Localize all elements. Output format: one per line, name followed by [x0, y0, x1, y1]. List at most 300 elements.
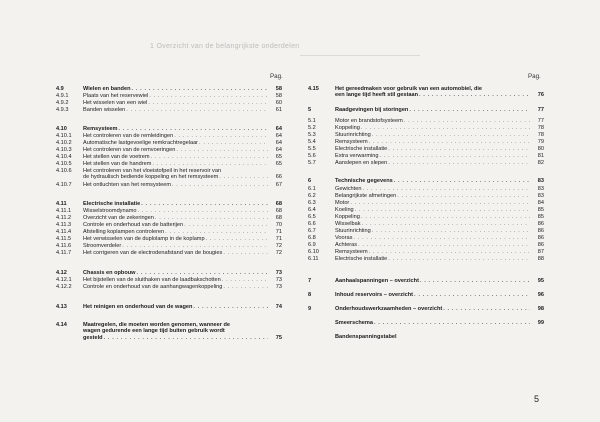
toc-entry-title-block: [83, 208, 268, 214]
toc-entry-number: 6.5: [308, 214, 316, 220]
toc-entry: [56, 284, 282, 290]
toc-entry-number: 5.7: [308, 160, 316, 166]
toc-entry-page: 64: [275, 147, 282, 153]
toc-entry: [308, 118, 544, 124]
toc-entry-page: 88: [537, 256, 544, 262]
toc-entry-number: 6.7: [308, 228, 316, 234]
toc-entry-title: Het controleren van de remvoeringen: [83, 147, 176, 153]
toc-entry-page: 79: [537, 139, 544, 145]
dot-leader: [361, 186, 530, 192]
toc-entry-page: 65: [275, 161, 282, 167]
toc-entry-title-block: [335, 221, 530, 227]
toc-entry-page: 83: [537, 186, 544, 192]
dot-leader: [222, 284, 268, 290]
pag-label-right: Pag.: [528, 73, 541, 80]
toc-entry-title-block: [335, 214, 530, 220]
dot-leader: [151, 161, 268, 167]
toc-entry-number: 5.3: [308, 132, 316, 138]
toc-entry-number: 5.4: [308, 139, 316, 145]
toc-entry-title: Smeerschema: [335, 320, 373, 326]
dot-leader: [413, 292, 530, 298]
toc-entry-page: 72: [275, 250, 282, 256]
toc-entry: [308, 178, 544, 184]
toc-entry-number: 6.10: [308, 249, 319, 255]
toc-entry-title-block: [335, 306, 530, 312]
dot-leader: [368, 139, 530, 145]
toc-entry-title-block: [83, 161, 268, 167]
toc-entry-number: 6.9: [308, 242, 316, 248]
toc-entry-page: 65: [275, 154, 282, 160]
toc-entry-number: 9: [308, 306, 312, 312]
toc-entry-title: Koeling: [335, 207, 354, 213]
toc-entry-title-block: [335, 207, 530, 213]
toc-entry-title-block: [83, 229, 268, 235]
toc-entry: [56, 147, 282, 153]
toc-entry-page: 85: [537, 207, 544, 213]
toc-entry: [56, 93, 282, 99]
toc-entry: [308, 125, 544, 131]
dot-leader: [164, 229, 268, 235]
toc-entry-page: 78: [537, 132, 544, 138]
dot-leader: [136, 208, 268, 214]
dot-leader: [183, 222, 268, 228]
toc-entry: [308, 221, 544, 227]
dot-leader: [368, 249, 530, 255]
toc-entry: [308, 334, 544, 340]
toc-entry: [308, 242, 544, 248]
toc-entry-title-block: [83, 277, 268, 283]
dot-leader: [418, 92, 530, 98]
toc-entry: [56, 215, 282, 221]
toc-entry-title: Technische gegevens: [335, 178, 393, 184]
toc-entry-page: 73: [275, 270, 282, 276]
faded-header-bleed-through: 1 Overzicht van de belangrijkste onderdelen: [150, 43, 300, 50]
dot-leader: [408, 107, 530, 113]
toc-entry-title-block: [83, 215, 268, 221]
toc-entry-page: 77: [537, 118, 544, 124]
dot-leader: [379, 153, 530, 159]
toc-entry-page: 71: [275, 236, 282, 242]
toc-entry-page: 61: [275, 107, 282, 113]
toc-entry-title: Het verwisselen van de duplolamp in de koplamp: [83, 236, 205, 242]
dot-leader: [147, 100, 268, 106]
dot-leader: [387, 160, 530, 166]
toc-entry-title: Het gereedmaken voor gebruik van een automobiel, die: [335, 86, 483, 92]
toc-entry-title-block: [83, 243, 268, 249]
toc-entry-page: 73: [275, 284, 282, 290]
toc-entry-title: Automatische lastgevoelige remkrachtregelaar: [83, 140, 199, 146]
toc-entry-title-block: [335, 186, 530, 192]
toc-entry-number: 6.6: [308, 221, 316, 227]
toc-entry-title-block: [83, 154, 268, 160]
toc-entry-title-block: [83, 250, 268, 256]
toc-entry-number: 6.8: [308, 235, 316, 241]
toc-entry: [308, 193, 544, 199]
toc-entry-title-block: [83, 93, 268, 99]
toc-entry: [308, 186, 544, 192]
toc-entry-number: 4.11.5: [56, 236, 72, 242]
toc-entry: [56, 182, 282, 188]
toc-entry: [308, 320, 544, 326]
toc-entry-title: Stroomverdeler: [83, 243, 122, 249]
dot-leader: [154, 215, 268, 221]
toc-entry-title: Motor en brandstofsysteem: [335, 118, 403, 124]
toc-entry: [56, 229, 282, 235]
toc-entry-page: 80: [537, 146, 544, 152]
toc-entry: [56, 133, 282, 139]
pag-label-left: Pag.: [270, 73, 283, 80]
toc-entry-page: 83: [537, 193, 544, 199]
toc-entry: [56, 243, 282, 249]
toc-entry-title: Controle en onderhoud van de batterijen: [83, 222, 184, 228]
toc-entry-page: 86: [537, 221, 544, 227]
toc-entry-title: Het ontluchten van het remsysteem: [83, 182, 171, 188]
toc-entry-title-block: [83, 147, 268, 153]
toc-entry: [308, 306, 544, 312]
dot-leader: [118, 126, 268, 132]
toc-entry-page: 68: [275, 201, 282, 207]
toc-entry-number: 4.10.1: [56, 133, 72, 139]
dot-leader: [175, 147, 268, 153]
toc-entry-page: 99: [537, 320, 544, 326]
dot-leader: [198, 140, 268, 146]
toc-entry-title: Extra verwarming: [335, 153, 379, 159]
toc-entry-title-block: [83, 236, 268, 242]
toc-entry-title: Aanhaalspanningen – overzicht: [335, 278, 419, 284]
toc-entry-title-block: [83, 133, 268, 139]
toc-entry-title: Plaats van het reservewiel: [83, 93, 149, 99]
toc-entry: [308, 278, 544, 284]
toc-entry-title: Vooras: [335, 235, 353, 241]
dot-leader: [371, 132, 530, 138]
dot-leader: [354, 207, 530, 213]
toc-entry-title: Electrische installatie: [335, 146, 388, 152]
toc-entry-title-block: [83, 86, 268, 92]
toc-entry-title-block: [335, 200, 530, 206]
toc-entry-page: 58: [275, 93, 282, 99]
toc-entry-title: Banden wisselen: [83, 107, 126, 113]
toc-entry-title: Raadgevingen bij storingen: [335, 107, 409, 113]
toc-entry-title-block: [83, 222, 268, 228]
dot-leader: [121, 243, 268, 249]
toc-entry-number: 4.9: [56, 86, 64, 92]
toc-entry-page: 84: [537, 200, 544, 206]
toc-entry-title-block: [335, 256, 530, 262]
toc-entry-title-block: [83, 168, 268, 181]
toc-entry-number: 4.11.7: [56, 250, 72, 256]
toc-entry-number: 6.2: [308, 193, 316, 199]
toc-entry-number: 4.10.5: [56, 161, 72, 167]
toc-entry: [308, 86, 544, 99]
toc-entry-number: 4.12: [56, 270, 67, 276]
toc-entry: [308, 249, 544, 255]
toc-entry-title: Het wisselen van een wiel: [83, 100, 148, 106]
toc-entry: [56, 222, 282, 228]
toc-entry-number: 6.11: [308, 256, 319, 262]
toc-entry-page: 71: [275, 229, 282, 235]
dot-leader: [361, 221, 531, 227]
toc-entry-number: 4.10: [56, 126, 67, 132]
dot-leader: [140, 201, 268, 207]
toc-entry-page: 70: [275, 222, 282, 228]
toc-entry-page: 74: [275, 304, 282, 310]
toc-entry: [308, 160, 544, 166]
toc-entry-title-block: [335, 139, 530, 145]
dot-leader: [222, 250, 268, 256]
toc-entry-number: 4.15: [308, 86, 319, 92]
toc-entry-page: 96: [537, 292, 544, 298]
toc-entry-title: Remsysteem: [335, 139, 368, 145]
toc-entry-page: 64: [275, 126, 282, 132]
toc-entry: [308, 292, 544, 298]
toc-entry: [56, 126, 282, 132]
toc-entry: [308, 235, 544, 241]
toc-entry-title-block: [335, 160, 530, 166]
toc-entry-number: 4.11: [56, 201, 67, 207]
dot-leader: [205, 236, 268, 242]
toc-entry: [56, 250, 282, 256]
dot-leader: [136, 270, 268, 276]
toc-entry-title: Het stellen van de handrem: [83, 161, 152, 167]
toc-entry-number: 4.10.2: [56, 140, 72, 146]
toc-entry-title: Wisselbak: [335, 221, 361, 227]
dot-leader: [171, 182, 268, 188]
dot-leader: [218, 174, 268, 180]
toc-entry: [56, 208, 282, 214]
toc-entry-title-block: [83, 322, 268, 341]
toc-entry: [308, 207, 544, 213]
toc-entry-number: 4.9.1: [56, 93, 69, 99]
toc-entry-title: Wielen en banden: [83, 86, 131, 92]
toc-entry: [56, 322, 282, 341]
toc-entry-title-block: [83, 304, 268, 310]
toc-entry: [56, 277, 282, 283]
toc-entry-page: 64: [275, 140, 282, 146]
dot-leader: [357, 242, 530, 248]
toc-entry-page: 64: [275, 133, 282, 139]
toc-entry-title: Stuurinrichting: [335, 228, 371, 234]
toc-entry-page: 67: [275, 182, 282, 188]
toc-entry-number: 4.11.3: [56, 222, 72, 228]
toc-entry-number: 4.9.3: [56, 107, 69, 113]
toc-entry-title: Het bijstellen van de sluithaken van de laadbakschotten: [83, 277, 221, 283]
toc-entry-page: 87: [537, 249, 544, 255]
toc-entry-page: 68: [275, 215, 282, 221]
toc-entry-number: 4.12.2: [56, 284, 72, 290]
toc-entry-number: 5.5: [308, 146, 316, 152]
toc-entry: [56, 154, 282, 160]
toc-entry-title-block: [335, 320, 530, 326]
dot-leader: [352, 235, 530, 241]
toc-entry-page: 85: [537, 214, 544, 220]
toc-entry-title: Onderhoudswerkzaamheden – overzicht: [335, 306, 443, 312]
faded-rule: [300, 55, 420, 56]
toc-entry-title: gesteld: [83, 334, 103, 341]
toc-entry-title-block: [83, 126, 268, 132]
toc-entry: [56, 140, 282, 146]
toc-entry-title: Electrische installatie: [335, 256, 388, 262]
toc-entry-page: 86: [537, 228, 544, 234]
toc-entry-number: 4.13: [56, 304, 67, 310]
dot-leader: [125, 107, 268, 113]
toc-entry-number: 4.11.4: [56, 229, 72, 235]
toc-entry-page: 68: [275, 208, 282, 214]
dot-leader: [419, 278, 530, 284]
toc-entry: [56, 86, 282, 92]
dot-leader: [349, 200, 530, 206]
toc-entry: [56, 201, 282, 207]
toc-entry-page: 95: [537, 278, 544, 284]
dot-leader: [103, 335, 268, 341]
toc-entry-title-block: [335, 125, 530, 131]
toc-entry-page: 98: [537, 306, 544, 312]
toc-entry-title: Het reinigen en onderhoud van de wagen: [83, 304, 193, 310]
dot-leader: [150, 154, 268, 160]
toc-entry-page: 60: [275, 100, 282, 106]
dot-leader: [387, 256, 530, 262]
toc-entry-title-block: [335, 146, 530, 152]
toc-entry-title: Remsysteem: [83, 126, 118, 132]
toc-entry: [56, 107, 282, 113]
toc-entry-number: 5: [308, 107, 312, 113]
toc-entry-title: Achteras: [335, 242, 358, 248]
toc-entry: [56, 168, 282, 181]
toc-entry-title-block: [83, 140, 268, 146]
dot-leader: [371, 228, 530, 234]
toc-entry-number: 4.10.6: [56, 168, 72, 174]
toc-entry-number: 4.9.2: [56, 100, 69, 106]
toc-entry-title: Het controleren van het vloeistofpeil in het reservoir van: [83, 168, 222, 174]
toc-entry: [308, 214, 544, 220]
toc-entry-title-block: [335, 132, 530, 138]
toc-entry-title: Inhoud reservoirs – overzicht: [335, 292, 414, 298]
toc-entry: [308, 228, 544, 234]
toc-entry-title-block: [335, 107, 530, 113]
toc-entry-number: 8: [308, 292, 312, 298]
dot-leader: [360, 125, 530, 131]
toc-entry-title-block: [335, 118, 530, 124]
toc-entry-title: Afstelling koplampen controleren: [83, 229, 165, 235]
toc-entry-page: 78: [537, 125, 544, 131]
toc-entry-page: 66: [275, 174, 282, 181]
toc-entry-title-block: [335, 178, 530, 184]
toc-entry-title: Maatregelen, die moeten worden genomen, wanneer de: [83, 322, 231, 328]
toc-entry-page: 83: [537, 178, 544, 184]
toc-entry-title-block: [83, 107, 268, 113]
toc-entry-title-block: [83, 201, 268, 207]
dot-leader: [148, 93, 268, 99]
toc-entry-title: wagen gedurende een lange tijd buiten gebruik wordt: [83, 328, 225, 335]
toc-entry-page: 81: [537, 153, 544, 159]
dot-leader: [173, 133, 268, 139]
toc-entry-title: een lange tijd heeft stil gestaan: [335, 92, 418, 99]
toc-entry-number: 4.10.3: [56, 147, 72, 153]
toc-entry-title-block: [335, 153, 530, 159]
toc-entry: [308, 107, 544, 113]
toc-entry-title: Wisselstroomdynamo: [83, 208, 137, 214]
toc-entry-title: Remsysteem: [335, 249, 368, 255]
toc-entry-title-block: [335, 334, 530, 340]
toc-entry-title: Koppeling: [335, 214, 360, 220]
dot-leader: [393, 178, 530, 184]
toc-entry-page: 72: [275, 243, 282, 249]
toc-entry-number: 6.4: [308, 207, 316, 213]
toc-entry-number: 4.12.1: [56, 277, 72, 283]
dot-leader: [387, 146, 530, 152]
toc-entry-page: 86: [537, 235, 544, 241]
toc-entry-page: 77: [537, 107, 544, 113]
toc-entry-number: 6.1: [308, 186, 316, 192]
toc-entry: [56, 304, 282, 310]
toc-entry-number: 4.14: [56, 322, 67, 328]
toc-entry-title-block: [335, 292, 530, 298]
toc-entry: [308, 146, 544, 152]
dot-leader: [192, 304, 268, 310]
toc-entry-page: 76: [537, 92, 544, 99]
toc-entry-number: 5.6: [308, 153, 316, 159]
toc-entry: [308, 153, 544, 159]
toc-entry-title: Electrische installatie: [83, 201, 141, 207]
toc-entry-title: Chassis en opbouw: [83, 270, 136, 276]
toc-entry: [56, 236, 282, 242]
toc-entry-title: Aanslepen en slepen: [335, 160, 388, 166]
dot-leader: [373, 320, 530, 326]
toc-entry-title-block: [335, 193, 530, 199]
toc-entry-number: 6: [308, 178, 312, 184]
toc-entry-title: Het corrigeren van de electrodenafstand van de bougies: [83, 250, 223, 256]
toc-entry-title-block: [83, 182, 268, 188]
dot-leader: [442, 306, 530, 312]
toc-entry-number: 5.1: [308, 118, 316, 124]
toc-entry-page: 82: [537, 160, 544, 166]
toc-entry: [308, 256, 544, 262]
toc-entry-number: 4.11.1: [56, 208, 72, 214]
dot-leader: [403, 118, 530, 124]
toc-entry: [56, 100, 282, 106]
toc-entry-title-block: [335, 86, 530, 99]
toc-entry-title: Overzicht van de zekeringen: [83, 215, 154, 221]
toc-entry-number: 4.10.7: [56, 182, 72, 188]
toc-entry-title: Het controleren van de remleidingen: [83, 133, 174, 139]
toc-entry-title-block: [335, 249, 530, 255]
toc-entry-number: 6.3: [308, 200, 316, 206]
toc-entry-page: 73: [275, 277, 282, 283]
toc-entry-number: 4.10.4: [56, 154, 72, 160]
toc-entry-title-block: [83, 100, 268, 106]
toc-entry-title: Stuurinrichting: [335, 132, 371, 138]
toc-entry-title-block: [335, 242, 530, 248]
toc-entry: [308, 132, 544, 138]
toc-entry-title: Controle en onderhoud van de aanhangwagenkoppeling: [83, 284, 223, 290]
toc-entry-title-block: [335, 235, 530, 241]
dot-leader: [131, 86, 268, 92]
toc-entry-title-block: [335, 278, 530, 284]
toc-entry-title: Koppeling: [335, 125, 360, 131]
toc-entry-title-block: [83, 270, 268, 276]
toc-entry-title: Het stellen van de voetrem: [83, 154, 150, 160]
page-number: 5: [534, 394, 540, 404]
toc-entry-title: Gewichten: [335, 186, 362, 192]
toc-entry: [56, 270, 282, 276]
toc-entry-title: Bandenspanningstabel: [335, 334, 397, 340]
toc-entry: [56, 161, 282, 167]
dot-leader: [360, 214, 530, 220]
toc-entry-title-block: [83, 284, 268, 290]
toc-entry-title-block: [335, 228, 530, 234]
toc-entry-number: 7: [308, 278, 312, 284]
toc-entry-number: 4.11.2: [56, 215, 72, 221]
toc-entry-title: Belangrijkste afmetingen: [335, 193, 397, 199]
